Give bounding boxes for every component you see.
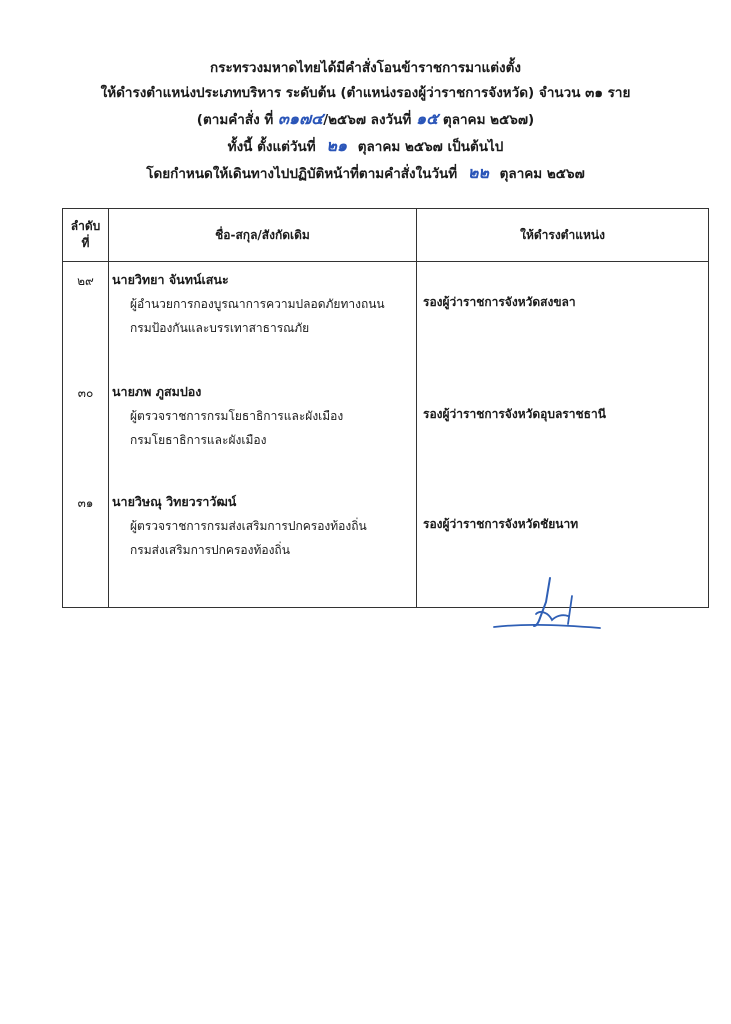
header-line-3 — [0, 106, 731, 133]
old-department: กรมโยธาธิการและผังเมือง — [130, 432, 267, 447]
effective-suffix: ตุลาคม ๒๕๖๗ เป็นต้นไป — [357, 139, 504, 155]
new-position: รองผู้ว่าราชการจังหวัดอุบลราชธานี — [417, 374, 709, 484]
old-department: กรมส่งเสริมการปกครองท้องถิ่น — [130, 542, 290, 557]
handwritten-effective-day: ๒๑ — [326, 136, 348, 155]
appointment-table — [62, 208, 709, 608]
header-line-5 — [0, 160, 731, 187]
column-header-name: ชื่อ-สกุล/สังกัดเดิม — [109, 209, 417, 262]
header-line-1: กระทรวงมหาดไทยได้มีคำสั่งโอนข้าราชการมาแต่งตั้ง — [210, 60, 521, 76]
travel-prefix: โดยกำหนดให้เดินทางไปปฏิบัติหน้าที่ตามคำสั่งในวันที่ — [146, 166, 458, 182]
person-name: นายวิทยา จันทน์เสนะ — [112, 272, 229, 287]
column-header-new-position: ให้ดำรงตำแหน่ง — [417, 209, 709, 262]
person-name: นายภพ ภูสมปอง — [112, 383, 202, 399]
column-header-order: ลำดับ ที่ — [63, 209, 109, 262]
effective-prefix: ทั้งนี้ ตั้งแต่วันที่ — [227, 139, 316, 155]
old-position: ผู้อำนวยการกองบูรณาการความปลอดภัยทางถนน — [130, 297, 385, 311]
handwritten-travel-day: ๒๒ — [467, 163, 489, 182]
new-position: รองผู้ว่าราชการจังหวัดชัยนาท — [417, 484, 709, 608]
header-line-2: ให้ดำรงตำแหน่งประเภทบริหาร ระดับต้น (ตำแหน่งรองผู้ว่าราชการจังหวัด) จำนวน ๓๑ ราย — [100, 85, 631, 101]
order-date-prefix: /๒๕๖๗ ลงวันที่ — [323, 112, 412, 128]
old-position: ผู้ตรวจราชการกรมโยธาธิการและผังเมือง — [130, 408, 344, 423]
person-cell — [109, 484, 417, 608]
person-cell — [109, 374, 417, 484]
travel-suffix: ตุลาคม ๒๕๖๗ — [499, 166, 585, 182]
row-number: ๓๑ — [63, 484, 109, 608]
order-date-suffix: ตุลาคม ๒๕๖๗) — [442, 112, 535, 128]
table-row — [63, 374, 709, 484]
signature-mark — [490, 574, 605, 634]
person-name: นายวิษณุ วิทยวราวัฒน์ — [112, 493, 237, 509]
old-department: กรมป้องกันและบรรเทาสาธารณภัย — [130, 321, 310, 335]
old-position: ผู้ตรวจราชการกรมส่งเสริมการปกครองท้องถิ่น — [130, 518, 367, 533]
handwritten-order-number: ๓๑๗๔ — [277, 109, 324, 128]
table-header-row — [63, 209, 709, 262]
row-number: ๒๙ — [63, 262, 109, 374]
handwritten-order-day: ๑๕ — [415, 109, 439, 128]
document-header — [0, 56, 731, 187]
person-cell — [109, 262, 417, 374]
order-prefix: (ตามคำสั่ง ที่ — [196, 112, 274, 128]
new-position: รองผู้ว่าราชการจังหวัดสงขลา — [417, 262, 709, 374]
header-line-4 — [0, 133, 731, 160]
table-row — [63, 484, 709, 608]
row-number: ๓๐ — [63, 374, 109, 484]
table-row — [63, 262, 709, 374]
